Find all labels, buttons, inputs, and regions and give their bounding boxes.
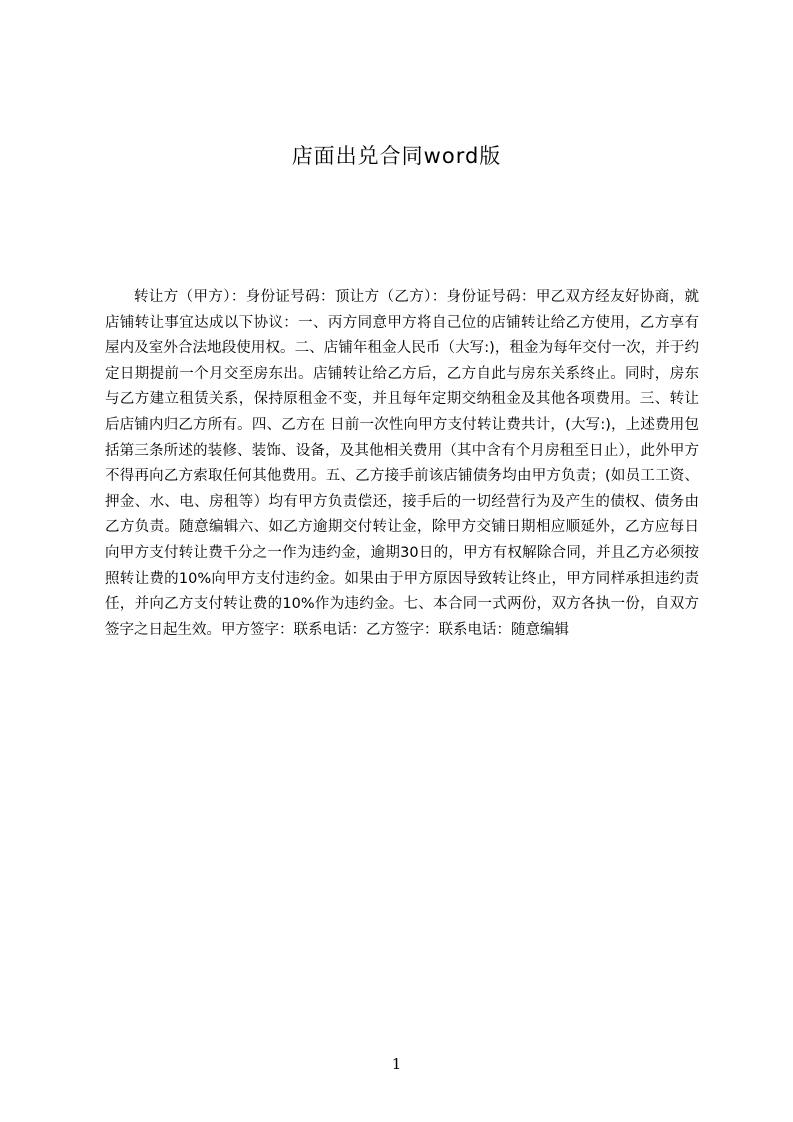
contract-body-text: 转让方（甲方）：身份证号码：顶让方（乙方）：身份证号码：甲乙双方经友好协商，就店铺转让事宜达成以下协议：一、丙方同意甲方将自己位的店铺转让给乙方使用，乙方享有屋内及室外合法地段使用权。二、店铺年租金人民币（大写:)，租金为每年交付一次，并于约定日期提前一个月交至房东出。店铺转让给乙方后，乙方自此与房东关系终止。同时，房东与乙方建立租赁关系，保持原租金不变，并且每年定期交纳租金及其他各项费用。三、转让后店铺内归乙方所有。四、乙方在 日前一次性向甲方支付转让费共计，(大写:)，上述费用包括第三条所述的装修、装饰、设备，及其他相关费用（其中含有个月房租至日止），此外甲方不得再向乙方索取任何其他费用。五、乙方接手前该店铺债务均由甲方负责；(如员工工资、押金、水、电、房租等）均有甲方负责偿还，接手后的一切经营行为及产生的债权、债务由乙方负责。随意编辑六、如乙方逾期交付转让金，除甲方交铺日期相应顺延外，乙方应每日向甲方支付转让费千分之一作为违约金，逾期30日的，甲方有权解除合同，并且乙方必须按照转让费的10%向甲方支付违约金。如果由于甲方原因导致转让终止，甲方同样承担违约责任，并向乙方支付转让费的10%作为违约金。七、本合同一式两份，双方各执一份，自双方签字之日起生效。甲方签字：联系电话：乙方签字：联系电话：随意编辑 xyxy=(105,289,699,638)
page-number: 1 xyxy=(391,1055,402,1073)
document-title: 店面出兑合同word版 xyxy=(291,144,502,168)
